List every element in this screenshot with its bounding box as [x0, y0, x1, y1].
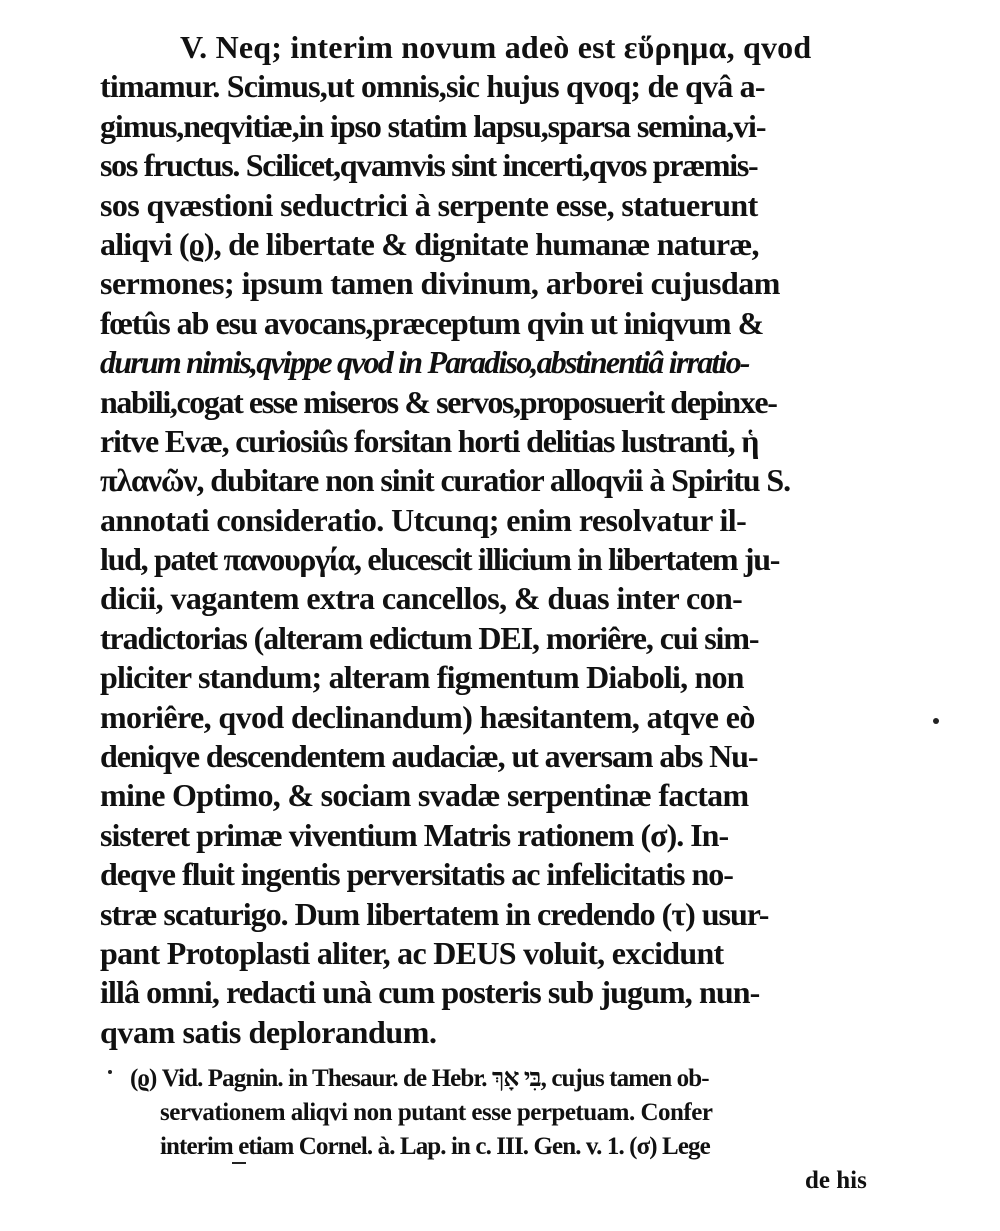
- ink-speck: [108, 1070, 112, 1074]
- text-line: stræ scaturigo. Dum libertatem in credendo (τ) usur-: [100, 895, 769, 932]
- text-line: illâ omni, redacti unà cum posteris sub jugum, nun-: [100, 974, 760, 1011]
- text-line-italic: durum nimis,qvippe qvod in Paradiso,abstinentiâ irratio-: [100, 344, 749, 381]
- text-line: sos qvæstioni seductrici à serpente esse, statuerunt: [100, 186, 758, 223]
- text-line: deqve fluit ingentis perversitatis ac infelicitatis no-: [100, 856, 733, 893]
- text-line: aliqvi (ϱ), de libertate & dignitate humanæ naturæ,: [100, 225, 759, 262]
- text-line: moriêre, qvod declinandum) hæsitantem, atqve eò: [100, 698, 755, 735]
- text-line: fœtûs ab esu avocans,præceptum qvin ut iniqvum &: [100, 304, 764, 341]
- ink-speck: [933, 718, 939, 724]
- main-paragraph: [100, 28, 890, 1052]
- text-line: annotati consideratio. Utcunq; enim resolvatur il-: [100, 501, 747, 538]
- text-line: sisteret primæ viventium Matris rationem (σ). In-: [100, 816, 729, 853]
- footnote-line: de his: [805, 1167, 867, 1194]
- text-line: gimus,neqvitiæ,in ipso statim lapsu,sparsa semina,vi-: [100, 107, 766, 144]
- ink-mark: [232, 1162, 246, 1164]
- text-line: dicii, vagantem extra cancellos, & duas inter con-: [100, 580, 743, 617]
- text-line: ritve Evæ, curiosiûs forsitan horti delitias lustranti, ἡ: [100, 422, 759, 459]
- text-line: sos fructus. Scilicet,qvamvis sint incerti,qvos præmis-: [100, 147, 758, 184]
- text-line: V. Neq; interim novum adeò est εὕρημα, qvod: [180, 29, 812, 65]
- footnote-line: (ϱ) Vid. Pagnin. in Thesaur. de Hebr. בִּי אָךְ, cujus tamen ob-: [130, 1065, 709, 1092]
- text-line: sermones; ipsum tamen divinum, arborei cujusdam: [100, 265, 780, 302]
- footnote-line: servationem aliqvi non putant esse perpetuam. Confer: [160, 1099, 713, 1126]
- text-line: timamur. Scimus,ut omnis,sic hujus qvoq; de qvâ a-: [100, 68, 765, 105]
- text-line: nabili,cogat esse miseros & servos,proposuerit depinxe-: [100, 383, 777, 420]
- footnote-line: interim etiam Cornel. à. Lap. in c. III. Gen. v. 1. (σ) Lege: [160, 1133, 710, 1160]
- text-line: deniqve descendentem audaciæ, ut aversam abs Nu-: [100, 738, 758, 775]
- text-line: pant Protoplasti aliter, ac DEUS voluit, excidunt: [100, 934, 724, 971]
- text-line: mine Optimo, & sociam svadæ serpentinæ factam: [100, 777, 749, 814]
- text-line: lud, patet πανουργία, elucescit illicium in libertatem ju-: [100, 541, 780, 578]
- text-line: pliciter standum; alteram figmentum Diaboli, non: [100, 659, 744, 696]
- text-line: πλανῶν, dubitare non sinit curatior alloqvii à Spiritu S.: [100, 462, 791, 499]
- text-line: tradictorias (alteram edictum DEI, moriêre, cui sim-: [100, 619, 759, 656]
- footnotes: [100, 1062, 890, 1198]
- text-line: qvam satis deplorandum.: [100, 1013, 437, 1050]
